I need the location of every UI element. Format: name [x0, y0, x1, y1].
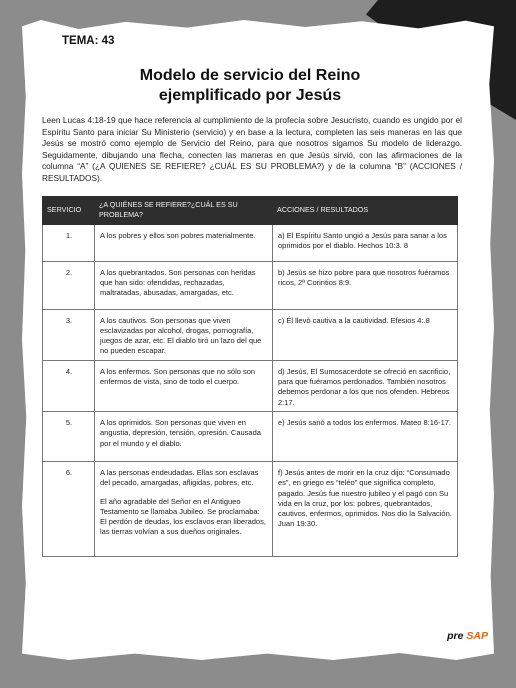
column-a-text: A los oprimidos. Son personas que viven en angustia, depresión, tensión, opresión. Causada por el mundo y el diablo. — [100, 417, 261, 448]
column-a-text: A las personas endeudadas. Ellas son esclavas del pecado, amargadas, afligidas, pobres, etc. — [100, 467, 259, 488]
column-a-text: A los pobres y ellos son pobres materialmente. — [100, 230, 256, 240]
table-row — [43, 411, 458, 461]
title-line-1: Modelo de servicio del Reino — [139, 67, 361, 84]
column-b-cell: d) Jesús, El Sumosacerdote se ofreció en sacrificio, para que fuéramos perdonados. También nosotros debemos perdonar a los que nos ofenden. Hebreos 2:17. — [273, 360, 458, 411]
table-row — [43, 224, 458, 261]
row-number: 1. — [43, 224, 95, 261]
row-number: 3. — [43, 309, 95, 360]
logo-text-sap: SAP — [466, 630, 488, 642]
column-a-cell — [95, 411, 273, 461]
header-column-a: ¿A QUIÉNES SE REFIERE?¿CUÁL ES SU PROBLEMA? — [95, 197, 273, 225]
row-number: 4. — [43, 360, 95, 411]
topic-label: TEMA: 43 — [62, 35, 115, 47]
column-b-cell: f) Jesús antes de morir en la cruz dijo: “Consumado es”, en griego es “teléo” que significa completo, pagado. Jesús fue nuestro jubileo y el pagó con Su vida en la cruz, por los: pobres, quebrantados, cautivos, enfermos, oprimidos. Nos dio la Salvación. Juan 19:30. — [273, 461, 458, 556]
column-a-text: A los enfermos. Son personas que no sólo son enfermos de vista, sino de todo el cuerpo. — [100, 366, 256, 387]
column-a-cell — [95, 224, 273, 261]
presap-logo — [447, 630, 488, 642]
row-number: 6. — [43, 461, 95, 556]
header-servicio: SERVICIO — [43, 197, 95, 225]
table-row — [43, 461, 458, 556]
table-header-row — [43, 197, 458, 225]
row-number: 5. — [43, 411, 95, 461]
intro-paragraph: Leen Lucas 4:18-19 que hace referencia al cumplimiento de la profecía sobre Jesucristo, cuando es ungido por el Espíritu Santo para iniciar Su Ministerio (servicio) y en base a la lectura, completen las seis maneras en las que Jesús se mostró como ejemplo de Servicio del Reino, para que nosotros sigamos Su modelo de liderazgo. Seguidamente, dibujando una flecha, conecten las maneras en que Jesús sirvió, con las afirmaciones de la columna “A” (¿A QUIENES SE REFIERE? ¿CUÁL ES SU PROBLEMA?) y de la columna “B” (ACCIONES / RESULTADOS). — [42, 115, 462, 183]
column-b-cell: a) El Espíritu Santo ungió a Jesús para sanar a los oprimidos por el diablo. Hechos 10:3. 8 — [273, 224, 458, 261]
column-a-cell — [95, 309, 273, 360]
table-row — [43, 261, 458, 309]
table-row — [43, 309, 458, 360]
table-row — [43, 360, 458, 411]
column-a-cell — [95, 461, 273, 556]
service-table — [42, 196, 458, 557]
column-b-cell: e) Jesús sanó a todos los enfermos. Mateo 8:16-17. — [273, 411, 458, 461]
column-a-text: El año agradable del Señor en el Antigueo Testamento se llamaba Jubileo. Se proclamaba: El perdón de deudas, los esclavos eran liberados, las tierras volvían a sus dueños originales. — [100, 496, 266, 537]
row-number: 2. — [43, 261, 95, 309]
column-a-cell — [95, 360, 273, 411]
column-a-cell — [95, 261, 273, 309]
header-column-b: ACCIONES / RESULTADOS — [273, 197, 458, 225]
column-a-text: A los quebrantados. Son personas con heridas que han sido: ofendidas, rechazadas, maltratadas, abusadas, amargadas, etc. — [100, 267, 256, 298]
logo-text-pre: pre — [447, 630, 464, 642]
column-b-cell: b) Jesús se hizo pobre para que nosotros fuéramos ricos, 2ª Corintios 8:9. — [273, 261, 458, 309]
title-line-2: ejemplificado por Jesús — [158, 87, 342, 104]
column-b-cell: c) Él llevó cautiva a la cautividad. Efesios 4:.8 — [273, 309, 458, 360]
column-a-text: A los cautivos. Son personas que viven esclavizadas por alcohol, drogas, pornografía, juegos de azar, etc. El diablo tiró un lazo del que no pueden escapar. — [100, 315, 262, 356]
